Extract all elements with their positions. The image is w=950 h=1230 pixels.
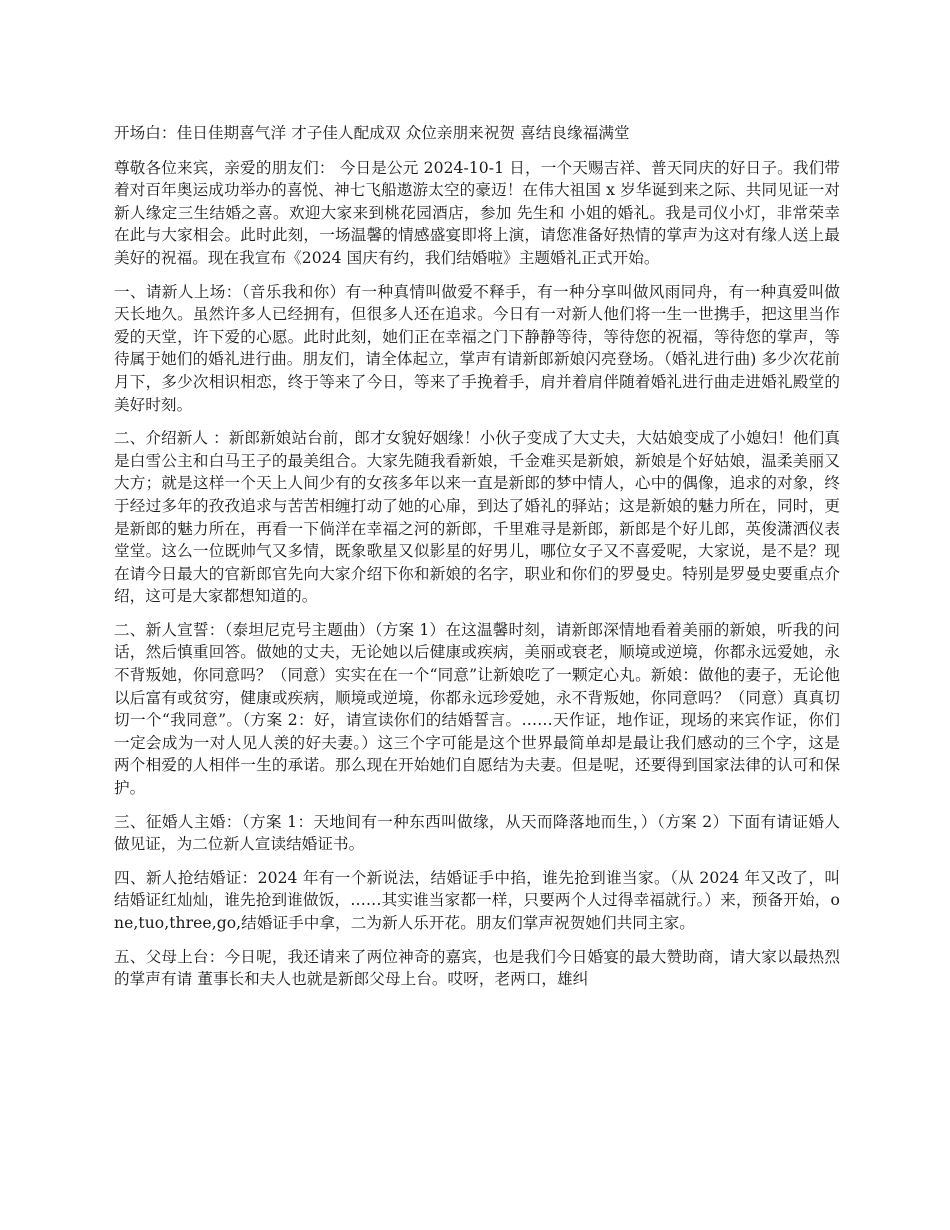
paragraph-parents: 五、父母上台：今日呢，我还请来了两位神奇的嘉宾，也是我们今日婚宴的最大赞助商，请大家以最热烈的掌声有请 董事长和夫人也就是新郎父母上台。哎呀，老两口，雄纠 [114, 947, 840, 989]
document-body [114, 122, 840, 1002]
paragraph-marriage-certificate: 四、新人抢结婚证：2024 年有一个新说法，结婚证手中掐，谁先抢到谁当家。（从 2024 年又改了，叫结婚证红灿灿，谁先抢到谁做饭，……其实谁当家都一样，只要两个人过得幸福就行。）来，预备开始，one,tuo,three,go,结婚证手中拿，二为新人乐开花。朋友们掌声祝贺她们共同主家。 [114, 868, 840, 932]
paragraph-vows: 二、新人宣誓：（泰坦尼克号主题曲）（方案 1）在这温馨时刻，请新郎深情地看着美丽的新娘，听我的问话，然后慎重回答。做她的丈夫，无论她以后健康或疾病，美丽或衰老，顺境或逆境，你都永远爱她，永不背叛她，你同意吗？（同意）实实在在一个“同意”让新娘吃了一颗定心丸。新娘：做他的妻子，无论他以后富有或贫穷，健康或疾病，顺境或逆境，你都永远珍爱她，永不背叛她，你同意吗？（同意）真真切切一个“我同意”。（方案 2：好，请宣读你们的结婚誓言。……天作证，地作证，现场的来宾作证，你们一定会成为一对人见人羡的好夫妻。）这三个字可能是这个世界最简单却是最让我们感动的三个字，这是两个相爱的人相伴一生的承诺。那么现在开始她们自愿结为夫妻。但是呢，还要得到国家法律的认可和保护。 [114, 620, 840, 798]
paragraph-officiant: 三、征婚人主婚：（方案 1：天地间有一种东西叫做缘，从天而降落地而生，）（方案 2）下面有请证婚人做见证，为二位新人宣读结婚证书。 [114, 812, 840, 854]
opening-line: 开场白：佳日佳期喜气洋 才子佳人配成双 众位亲朋来祝贺 喜结良缘福满堂 [114, 124, 630, 142]
paragraph-welcome: 尊敬各位来宾，亲爱的朋友们： 今日是公元 2024-10-1 日，一个天赐吉祥、普天同庆的好日子。我们带着对百年奥运成功举办的喜悦、神七飞船遨游太空的豪迈！在伟大祖国 x 岁华诞到来之际、共同见证一对新人缘定三生结婚之喜。欢迎大家来到桃花园酒店，参加 先生和 小姐的婚礼。我是司仪小灯，非常荣幸在此与大家相会。此时此刻，一场温馨的情感盛宴即将上演，请您准备好热情的掌声为这对有缘人送上最美好的祝福。现在我宣布《2024 国庆有约，我们结婚啦》主题婚礼正式开始。 [114, 158, 840, 267]
paragraph-couple-entrance: 一、请新人上场：（音乐我和你）有一种真情叫做爱不释手，有一种分享叫做风雨同舟，有一种真爱叫做天长地久。虽然许多人已经拥有，但很多人还在追求。今日有一对新人他们将一生一世携手，把这里当作爱的天堂，许下爱的心愿。此时此刻，她们正在幸福之门下静静等待，等待您的祝福，等待您的掌声，等待属于她们的婚礼进行曲。朋友们，请全体起立，掌声有请新郎新娘闪亮登场。（婚礼进行曲) 多少次花前月下，多少次相识相恋，终于等来了今日，等来了手挽着手，肩并着肩伴随着婚礼进行曲走进婚礼殿堂的美好时刻。 [114, 282, 840, 414]
paragraph-introduce-couple: 二、介绍新人 ：新郎新娘站台前，郎才女貌好姻缘！小伙子变成了大丈夫，大姑娘变成了小媳妇！他们真是白雪公主和白马王子的最美组合。大家先随我看新娘，千金难买是新娘，新娘是个好姑娘，温柔美丽又大方；就是这样一个天上人间少有的女孩多年以来一直是新郎的梦中情人，心中的偶像，追求的对象，终于经过多年的孜孜追求与苦苦相缠打动了她的心扉，到达了婚礼的驿站；这是新娘的魅力所在，同时，更是新郎的魅力所在，再看一下倘洋在幸福之河的新郎，千里难寻是新郎，新郎是个好儿郎，英俊潇洒仪表堂堂。这么一位既帅气又多情，既象歌星又似影星的好男儿，哪位女子又不喜爱呢，大家说，是不是？现在请今日最大的官新郎官先向大家介绍下你和新娘的名字，职业和你们的罗曼史。特别是罗曼史要重点介绍，这可是大家都想知道的。 [114, 429, 840, 606]
